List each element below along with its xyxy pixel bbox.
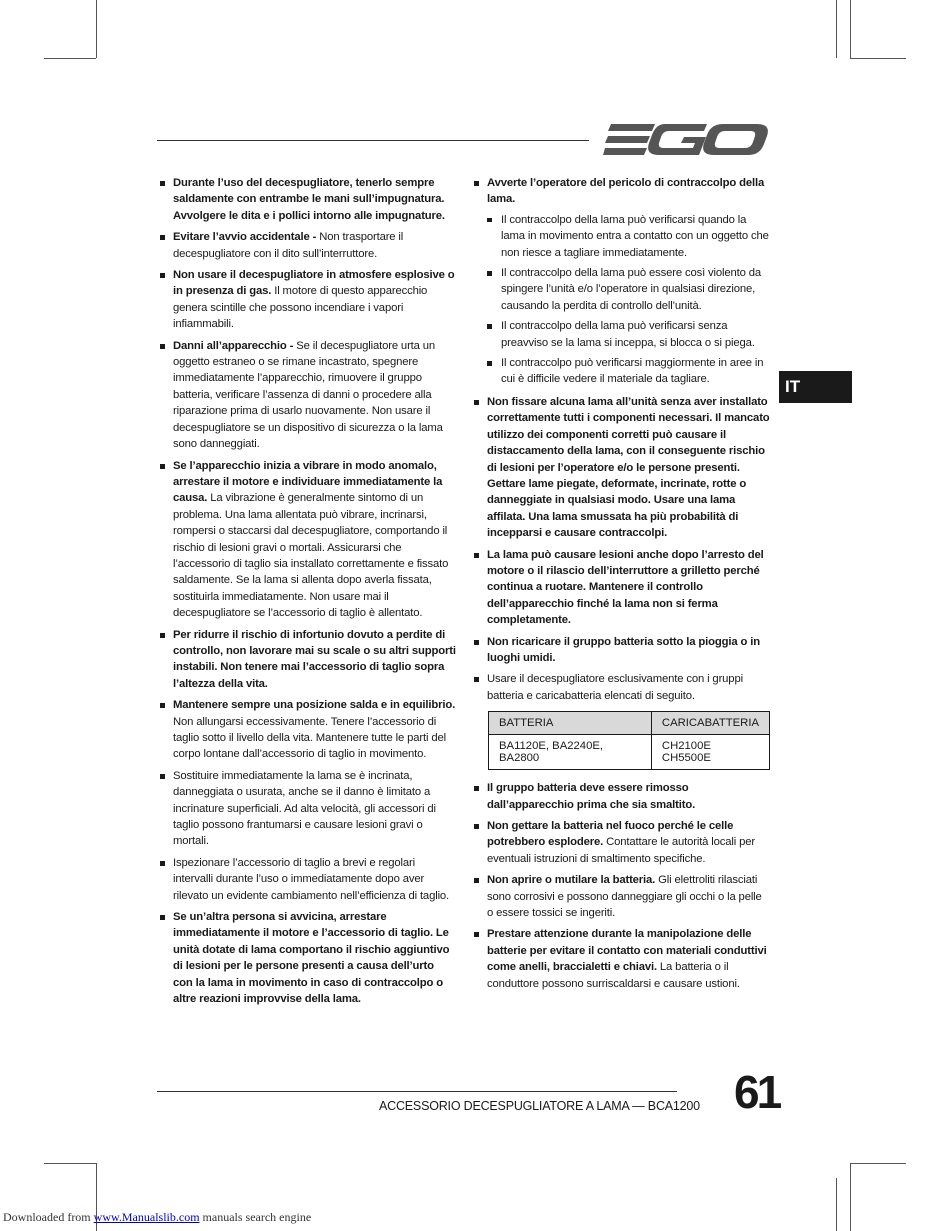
table-header-charger: CARICABATTERIA <box>651 712 769 735</box>
manualslib-link[interactable]: www.Manualslib.com <box>93 1210 200 1224</box>
crop-mark <box>836 1178 837 1231</box>
crop-mark <box>850 1163 906 1164</box>
battery-charger-table <box>488 711 770 770</box>
list-item: Usare il decespugliatore esclusivamente con i gruppi batteria e caricabatteria elencati di seguito. <box>474 671 770 704</box>
list-item: Danni all’apparecchio - Se il decespugliatore urta un oggetto estraneo o se rimane incastrato, spegnere immediatamente l’apparecchio, rimuovere il gruppo batteria, verificare l’assenza di danni o procedere alla riparazione prima di usarlo nuovamente. Non usare il decespugliatore se un dispositivo di sicurezza o la lama sono danneggiati. <box>160 338 456 453</box>
table-header-row <box>489 712 770 735</box>
list-item: Prestare attenzione durante la manipolazione delle batterie per evitare il contatto con materiali conduttivi come anelli, braccialetti e chiavi. La batteria o il conduttore possono surriscaldarsi e causare ustioni. <box>474 926 770 992</box>
footer-rule <box>157 1091 677 1092</box>
list-item: Durante l’uso del decespugliatore, tenerlo sempre saldamente con entrambe le mani sull’impugnatura. Avvolgere le dita e i pollici intorno alle impugnature. <box>160 175 456 224</box>
crop-mark <box>44 1163 96 1164</box>
list-item: Per ridurre il rischio di infortunio dovuto a perdite di controllo, non lavorare mai su scale o su altri supporti instabili. Non tenere mai l’accessorio di taglio sopra l’altezza della vita. <box>160 627 456 693</box>
crop-mark <box>836 0 837 58</box>
crop-mark <box>850 58 906 59</box>
list-item: Sostituire immediatamente la lama se è incrinata, danneggiata o usurata, anche se il danno è limitato a incrinature superficiali. Ad alta velocità, gli accessori di taglio possono frantumarsi e causare lesioni gravi o mortali. <box>160 768 456 850</box>
table-header-battery: BATTERIA <box>489 712 652 735</box>
table-row <box>489 735 770 770</box>
crop-mark <box>850 1163 851 1231</box>
ego-logo <box>603 120 769 160</box>
list-item: Se un’altra persona si avvicina, arrestare immediatamente il motore e l’accessorio di taglio. Le unità dotate di lama comportano il rischio aggiuntivo di lesioni per le persone presenti a causa dell’urto con la lama in movimento in caso di contraccolpo o altre reazioni improvvise della lama. <box>160 909 456 1007</box>
list-item: Non aprire o mutilare la batteria. Gli elettroliti rilasciati sono corrosivi e possono danneggiare gli occhi o la pelle o essere tossici se ingeriti. <box>474 872 770 921</box>
list-item: Non usare il decespugliatore in atmosfere esplosive o in presenza di gas. Il motore di questo apparecchio genera scintille che possono incendiare i vapori infiammabili. <box>160 267 456 333</box>
list-item: La lama può causare lesioni anche dopo l’arresto del motore o il rilascio dell’interruttore a grilletto perché continua a ruotare. Mantenere il controllo dell’apparecchio finché la lama non si ferma completamente. <box>474 547 770 629</box>
download-notice: Downloaded from www.Manualslib.com manuals search engine <box>3 1210 312 1224</box>
list-item: Non fissare alcuna lama all’unità senza aver installato correttamente tutti i componenti necessari. Il mancato utilizzo dei componenti corretti può causare il distaccamento della lama, con il conseguente rischio di lesioni per l’operatore e/o le persone presenti. Gettare lame piegate, deformate, incrinate, rotte o danneggiate in qualsiasi modo. Usare una lama affilata. Una lama smussata ha più probabilità di incepparsi e causare contraccolpi. <box>474 394 770 542</box>
list-item: Mantenere sempre una posizione salda e in equilibrio. Non allungarsi eccessivamente. Tenere l’accessorio di taglio sotto il livello della vita. Mantenere tutte le parti del corpo lontane dall’accessorio di taglio in movimento. <box>160 697 456 763</box>
language-tab: IT <box>779 371 852 403</box>
right-column <box>474 175 770 997</box>
sub-list-item: Il contraccolpo può verificarsi maggiormente in aree in cui è difficile vedere il materiale da tagliare. <box>487 355 770 388</box>
page-number: 61 <box>734 1066 780 1118</box>
sub-list-item: Il contraccolpo della lama può verificarsi quando la lama in movimento entra a contatto con un oggetto che non riesce a tagliare immediatamente. <box>487 212 770 261</box>
sub-list-item: Il contraccolpo della lama può essere così violento da spingere l’unità e/o l’operatore in qualsiasi direzione, causando la perdita di controllo dell’unità. <box>487 265 770 314</box>
crop-mark <box>96 0 97 58</box>
left-column <box>160 175 456 1013</box>
list-item: Non gettare la batteria nel fuoco perché le celle potrebbero esplodere. Contattare le autorità locali per eventuali istruzioni di smaltimento specifiche. <box>474 818 770 867</box>
charger-model: CH5500E <box>661 752 711 765</box>
header-rule <box>157 140 589 141</box>
battery-models-cell: BA1120E, BA2240E, BA2800 <box>489 735 652 770</box>
list-item: Ispezionare l’accessorio di taglio a brevi e regolari intervalli durante l’uso o immediatamente dopo aver rilevato un evidente cambiamento nell’efficienza di taglio. <box>160 855 456 904</box>
charger-model: CH2100E <box>661 740 711 753</box>
list-item: Non ricaricare il gruppo batteria sotto la pioggia o in luoghi umidi. <box>474 634 770 667</box>
list-item: Se l’apparecchio inizia a vibrare in modo anomalo, arrestare il motore e individuare immediatamente la causa. La vibrazione è generalmente sintomo di un problema. Una lama allentata può vibrare, incrinarsi, rompersi o staccarsi dal decespugliatore, comportando il rischio di lesioni gravi o mortali. Assicurarsi che l’accessorio di taglio sia installato correttamente e fissato saldamente. Se la lama si allenta dopo averla fissata, sostituirla immediatamente. Non usare mai il decespugliatore se l’accessorio di taglio è allentato. <box>160 458 456 622</box>
charger-models-cell <box>651 735 769 770</box>
crop-mark <box>850 0 851 58</box>
list-item: Evitare l’avvio accidentale - Non trasportare il decespugliatore con il dito sull’interruttore. <box>160 229 456 262</box>
footer-title: ACCESSORIO DECESPUGLIATORE A LAMA — BCA1200 <box>379 1099 700 1113</box>
list-item: Il gruppo batteria deve essere rimosso dall’apparecchio prima che sia smaltito. <box>474 780 770 813</box>
crop-mark <box>44 58 96 59</box>
sub-list-item: Il contraccolpo della lama può verificarsi senza preavviso se la lama si inceppa, si blocca o si piega. <box>487 318 770 351</box>
sub-list <box>487 212 770 388</box>
list-item-kickback: Avverte l’operatore del pericolo di contraccolpo della lama. Il contraccolpo della lama può verificarsi quando la lama in movimento entra a contatto con un oggetto che non riesce a tagliare immediatamente. Il contraccolpo della lama può essere così violento da spingere l’unità e/o l’operatore in qualsiasi direzione, causando la perdita di controllo dell’unità. Il contraccolpo della lama può verificarsi senza preavviso se la lama si inceppa, si blocca o si piega. Il contraccolpo può verificarsi maggiormente in aree in cui è difficile vedere il materiale da tagliare. <box>474 175 770 388</box>
ego-logo-icon <box>603 120 769 160</box>
